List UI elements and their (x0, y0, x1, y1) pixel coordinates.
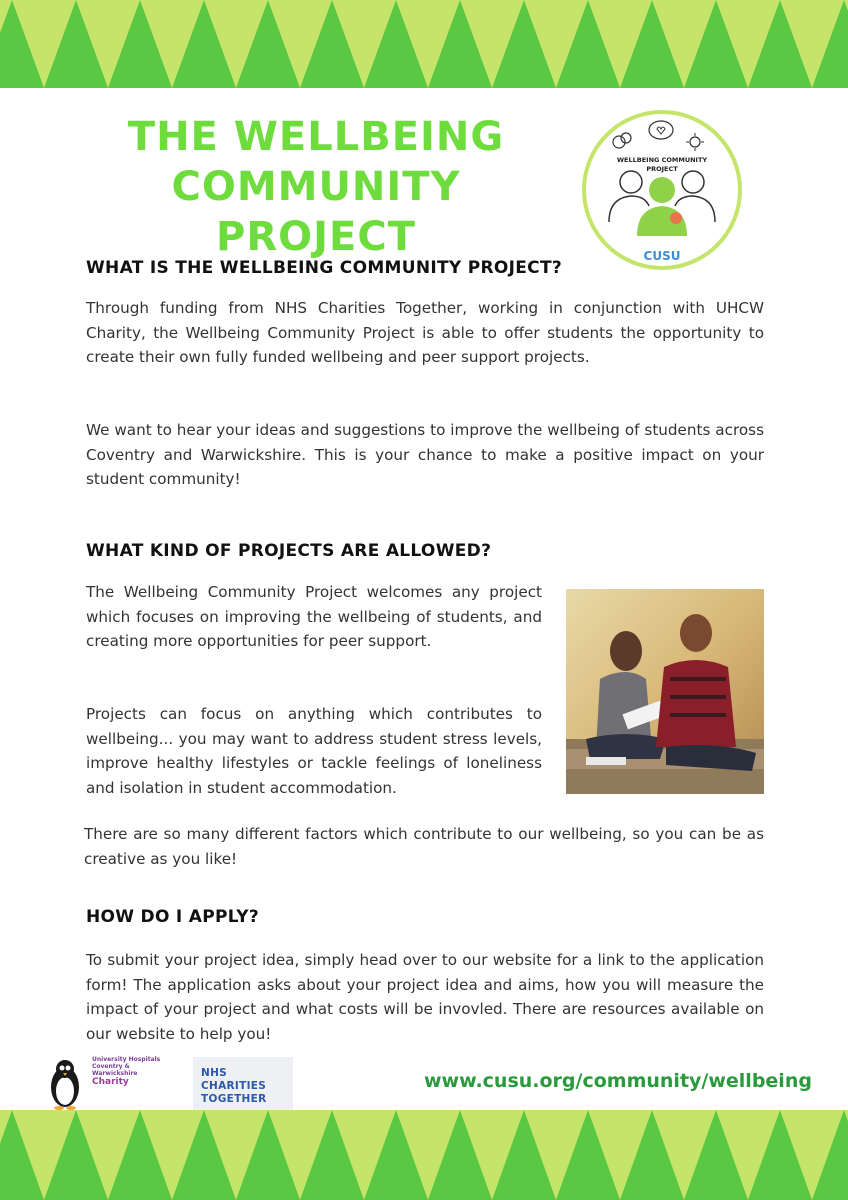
nhs-charities-together-logo (193, 1057, 293, 1111)
heading-what-is: WHAT IS THE WELLBEING COMMUNITY PROJECT? (86, 258, 563, 278)
logo-caption-1: WELLBEING COMMUNITY (616, 156, 708, 164)
students-photo (566, 589, 764, 794)
section1-paragraph-2: We want to hear your ideas and suggestions to improve the wellbeing of students across Coventry and Warwickshire. This is your chance to make a positive impact on your student community! (86, 421, 764, 488)
charity-name-1: University Hospitals (92, 1056, 161, 1063)
section3-paragraph-1: To submit your project idea, simply head over to our website for a link to the application form! The application asks about your project idea and aims, how you will measure the impact of your project and what costs will be invovled. There are resources available on our website to help you! (86, 951, 764, 1043)
charity-name-3: Charity (92, 1077, 129, 1087)
section2-paragraph-3: There are so many different factors which contribute to our wellbeing, so you can be as creative as you like! (84, 825, 764, 868)
logo-brand: CUSU (643, 249, 681, 263)
logo-caption-2: PROJECT (646, 165, 678, 173)
uhcw-charity-logo (43, 1053, 173, 1113)
page-title: THE WELLBEING COMMUNITY PROJECT (127, 114, 505, 260)
penguin-icon (43, 1053, 93, 1113)
nhs-line-1: NHS CHARITIES (201, 1067, 267, 1092)
section2-paragraph-2: Projects can focus on anything which contributes to wellbeing... you may want to address student stress levels, improve healthy lifestyles or tackle feelings of loneliness and isolation in student accommodation. (86, 705, 542, 797)
heading-what-kind: WHAT KIND OF PROJECTS ARE ALLOWED? (86, 541, 492, 561)
charity-name-2: Coventry & Warwickshire (92, 1063, 138, 1077)
nhs-line-2: TOGETHER (201, 1093, 267, 1105)
heading-how-apply: HOW DO I APPLY? (86, 907, 260, 927)
section2-paragraph-1: The Wellbeing Community Project welcomes any project which focuses on improving the wellbeing of students, and creating more opportunities for peer support. (86, 583, 542, 650)
top-triangle-border (0, 0, 848, 88)
bottom-triangle-border (0, 1110, 848, 1200)
website-url[interactable]: www.cusu.org/community/wellbeing (424, 1070, 812, 1092)
wellbeing-project-logo (579, 110, 745, 270)
section1-paragraph-1: Through funding from NHS Charities Together, working in conjunction with UHCW Charity, the Wellbeing Community Project is able to offer students the opportunity to create their own fully funded wellbeing and peer support projects. (86, 299, 764, 366)
